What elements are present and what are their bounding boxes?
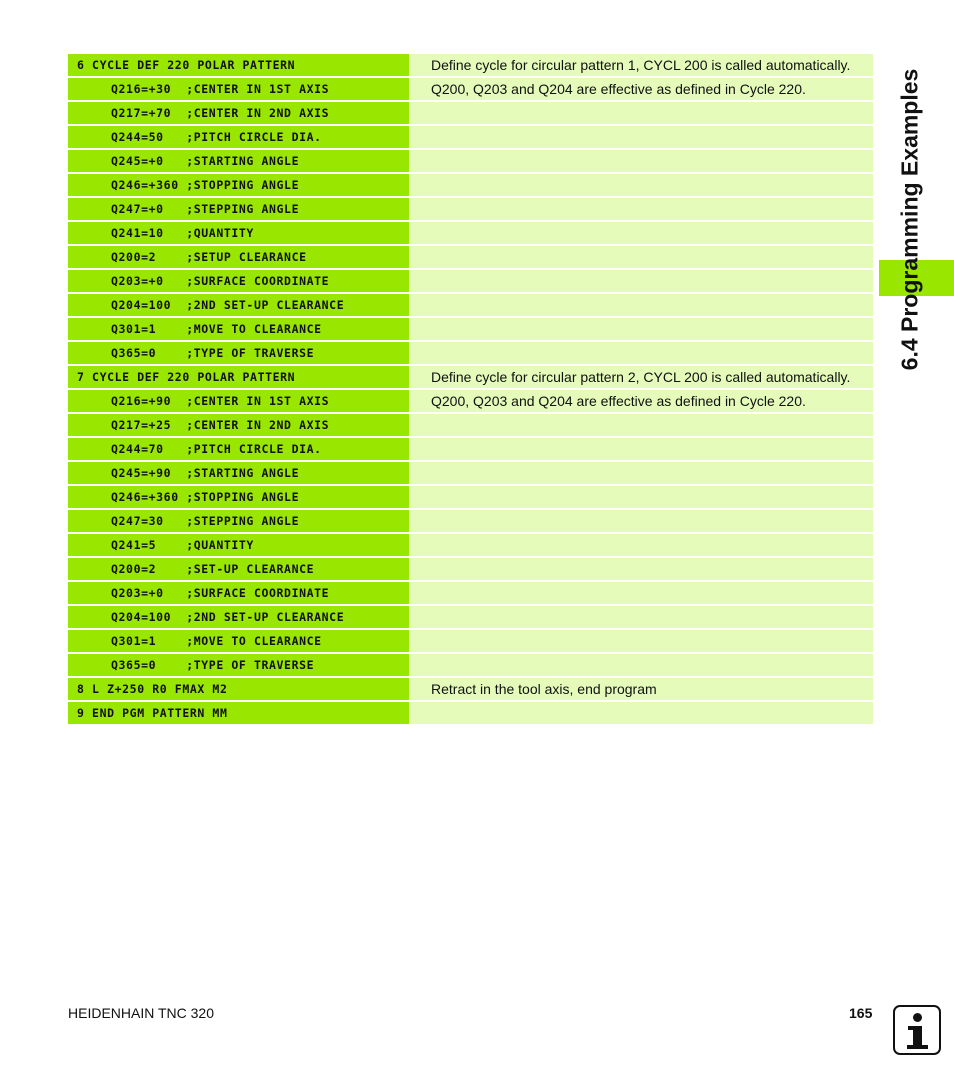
nc-code-line: Q247=+0 ;STEPPING ANGLE	[68, 198, 409, 220]
table-row	[68, 510, 873, 532]
nc-code-line: 6 CYCLE DEF 220 POLAR PATTERN	[68, 54, 409, 76]
line-description	[409, 342, 873, 364]
nc-code-line: Q244=70 ;PITCH CIRCLE DIA.	[68, 438, 409, 460]
section-title-text: 6.4 Programming Examples	[896, 68, 923, 370]
line-description	[409, 702, 873, 724]
nc-code-line: 8 L Z+250 R0 FMAX M2	[68, 678, 409, 700]
table-row	[68, 270, 873, 292]
line-description: Define cycle for circular pattern 1, CYCL 200 is called automatically.	[409, 54, 873, 76]
line-description	[409, 270, 873, 292]
line-description	[409, 126, 873, 148]
line-description: Q200, Q203 and Q204 are effective as defined in Cycle 220.	[409, 390, 873, 412]
line-description	[409, 222, 873, 244]
table-row	[68, 102, 873, 124]
info-icon	[893, 1005, 941, 1055]
footer-product-name: HEIDENHAIN TNC 320	[68, 1005, 215, 1021]
table-row	[68, 54, 873, 76]
table-row	[68, 486, 873, 508]
nc-code-line: Q241=10 ;QUANTITY	[68, 222, 409, 244]
nc-code-line: Q203=+0 ;SURFACE COORDINATE	[68, 270, 409, 292]
nc-code-line: Q365=0 ;TYPE OF TRAVERSE	[68, 342, 409, 364]
table-row	[68, 678, 873, 700]
table-row	[68, 702, 873, 724]
nc-code-line: Q365=0 ;TYPE OF TRAVERSE	[68, 654, 409, 676]
table-row	[68, 558, 873, 580]
nc-code-line: Q216=+90 ;CENTER IN 1ST AXIS	[68, 390, 409, 412]
nc-code-line: Q246=+360 ;STOPPING ANGLE	[68, 174, 409, 196]
table-row	[68, 342, 873, 364]
nc-code-line: Q204=100 ;2ND SET-UP CLEARANCE	[68, 294, 409, 316]
table-row	[68, 150, 873, 172]
line-description: Retract in the tool axis, end program	[409, 678, 873, 700]
line-description	[409, 606, 873, 628]
line-description	[409, 294, 873, 316]
nc-code-line: Q247=30 ;STEPPING ANGLE	[68, 510, 409, 532]
line-description	[409, 150, 873, 172]
table-row	[68, 318, 873, 340]
line-description	[409, 462, 873, 484]
nc-code-line: Q246=+360 ;STOPPING ANGLE	[68, 486, 409, 508]
nc-code-line: 9 END PGM PATTERN MM	[68, 702, 409, 724]
line-description: Define cycle for circular pattern 2, CYCL 200 is called automatically.	[409, 366, 873, 388]
nc-code-line: Q241=5 ;QUANTITY	[68, 534, 409, 556]
line-description	[409, 630, 873, 652]
line-description	[409, 414, 873, 436]
nc-code-line: Q245=+0 ;STARTING ANGLE	[68, 150, 409, 172]
table-row	[68, 582, 873, 604]
table-row	[68, 462, 873, 484]
nc-code-line: 7 CYCLE DEF 220 POLAR PATTERN	[68, 366, 409, 388]
line-description	[409, 174, 873, 196]
table-row	[68, 222, 873, 244]
table-row	[68, 294, 873, 316]
nc-code-line: Q217=+25 ;CENTER IN 2ND AXIS	[68, 414, 409, 436]
nc-code-line: Q244=50 ;PITCH CIRCLE DIA.	[68, 126, 409, 148]
nc-code-line: Q301=1 ;MOVE TO CLEARANCE	[68, 318, 409, 340]
nc-code-line: Q216=+30 ;CENTER IN 1ST AXIS	[68, 78, 409, 100]
table-row	[68, 534, 873, 556]
table-row	[68, 174, 873, 196]
table-row	[68, 246, 873, 268]
section-title	[885, 48, 935, 390]
table-row	[68, 438, 873, 460]
table-row	[68, 414, 873, 436]
nc-code-line: Q301=1 ;MOVE TO CLEARANCE	[68, 630, 409, 652]
table-row	[68, 78, 873, 100]
table-row	[68, 366, 873, 388]
table-row	[68, 126, 873, 148]
line-description	[409, 534, 873, 556]
line-description	[409, 246, 873, 268]
line-description: Q200, Q203 and Q204 are effective as defined in Cycle 220.	[409, 78, 873, 100]
nc-code-line: Q245=+90 ;STARTING ANGLE	[68, 462, 409, 484]
table-row	[68, 654, 873, 676]
nc-code-line: Q200=2 ;SET-UP CLEARANCE	[68, 558, 409, 580]
line-description	[409, 318, 873, 340]
line-description	[409, 198, 873, 220]
line-description	[409, 486, 873, 508]
page-number: 165	[849, 1005, 873, 1021]
line-description	[409, 438, 873, 460]
table-row	[68, 630, 873, 652]
line-description	[409, 582, 873, 604]
nc-code-line: Q217=+70 ;CENTER IN 2ND AXIS	[68, 102, 409, 124]
table-row	[68, 390, 873, 412]
line-description	[409, 558, 873, 580]
nc-code-line: Q200=2 ;SETUP CLEARANCE	[68, 246, 409, 268]
line-description	[409, 510, 873, 532]
table-row	[68, 198, 873, 220]
program-table	[68, 54, 873, 726]
line-description	[409, 102, 873, 124]
nc-code-line: Q204=100 ;2ND SET-UP CLEARANCE	[68, 606, 409, 628]
table-row	[68, 606, 873, 628]
nc-code-line: Q203=+0 ;SURFACE COORDINATE	[68, 582, 409, 604]
line-description	[409, 654, 873, 676]
